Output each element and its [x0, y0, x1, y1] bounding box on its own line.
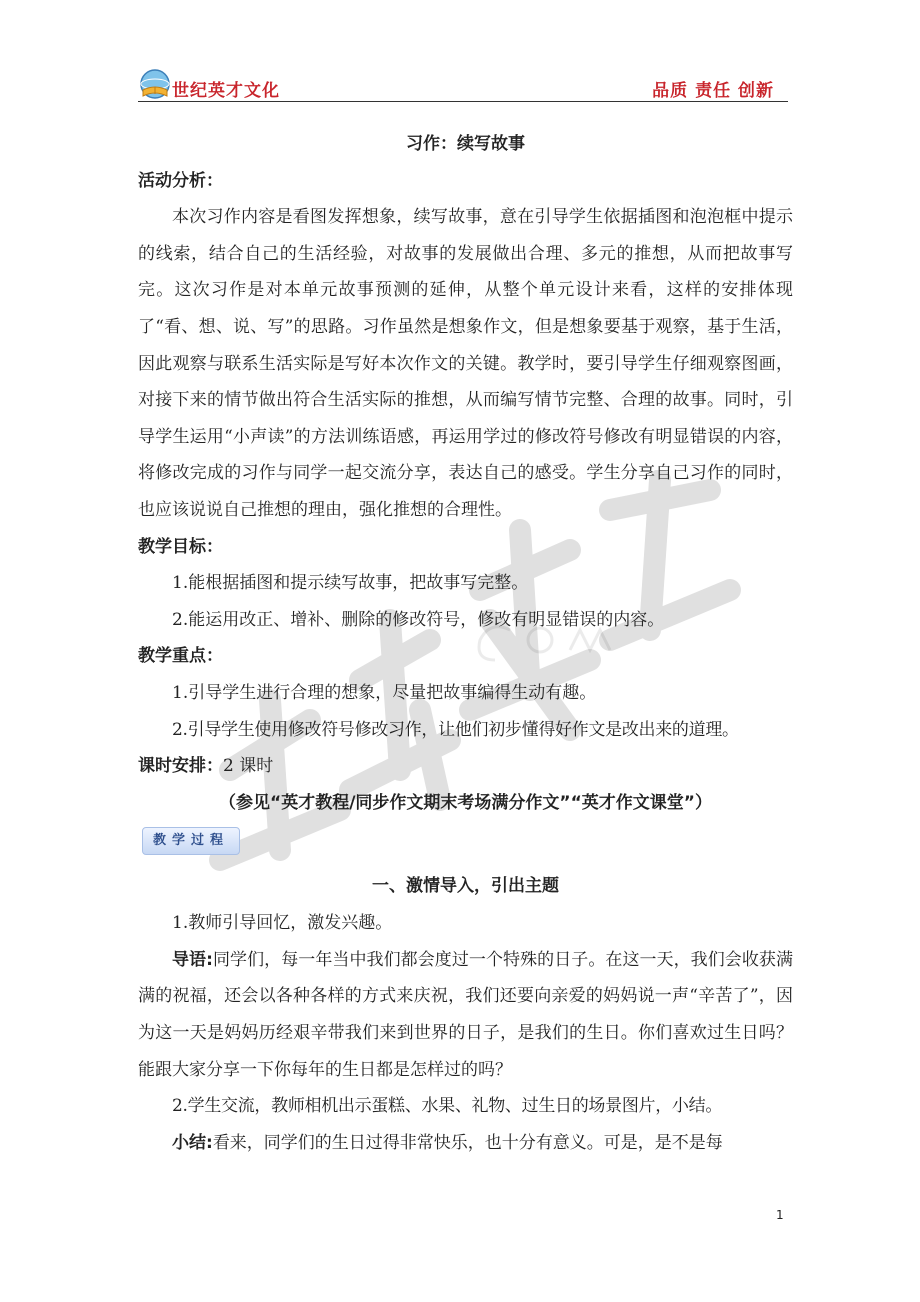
document-body [138, 126, 793, 1161]
process-badge-row [138, 821, 793, 867]
schedule-line [138, 748, 793, 785]
schedule-value: 2 课时 [223, 756, 274, 777]
list-item: 1.能根据插图和提示续写故事，把故事写完整。 [172, 573, 529, 594]
reference-note: （参见“英才教程/同步作文期末考场满分作文”“英才作文课堂”） [219, 792, 712, 813]
list-item: 1.引导学生进行合理的想象，尽量把故事编得生动有趣。 [172, 682, 597, 703]
book-globe-logo-icon [138, 68, 172, 102]
schedule-label: 课时安排： [138, 756, 223, 777]
heading-teaching-focus: 教学重点： [138, 646, 223, 667]
brand-slogan: 品质 责任 创新 [652, 81, 774, 101]
brand-name: 世纪英才文化 [172, 81, 280, 101]
heading-activity-analysis: 活动分析： [138, 170, 223, 191]
heading-teaching-goals: 教学目标： [138, 536, 223, 557]
list-item: 2.引导学生使用修改符号修改习作，让他们初步懂得好作文是改出来的道理。 [172, 719, 739, 740]
intro-paragraph [138, 942, 793, 1088]
header-divider [138, 101, 788, 102]
summary-label: 小结: [172, 1132, 213, 1153]
page-header [138, 66, 788, 106]
page-number: 1 [776, 1208, 784, 1222]
list-item: 2.能运用改正、增补、删除的修改符号，修改有明显错误的内容。 [172, 609, 665, 630]
intro-label: 导语: [172, 949, 213, 970]
list-item: 1.教师引导回忆，激发兴趣。 [172, 913, 393, 934]
process-badge: 教学过程 [142, 827, 240, 855]
summary-text: 看来，同学们的生日过得非常快乐，也十分有意义。可是，是不是每 [212, 1132, 723, 1153]
activity-analysis-text: 本次习作内容是看图发挥想象，续写故事，意在引导学生依据插图和泡泡框中提示的线索，结合自己的生活经验，对故事的发展做出合理、多元的推想，从而把故事写完。这次习作是对本单元故事预测的延伸，从整个单元设计来看，这样的安排体现了“看、想、说、写”的思路。习作虽然是想象作文，但是想象要基于观察，基于生活，因此观察与联系生活实际是写好本次作文的关键。教学时，要引导学生仔细观察图画，对接下来的情节做出符合生活实际的推想，从而编写情节完整、合理的故事。同时，引导学生运用“小声读”的方法训练语感，再运用学过的修改符号修改有明显错误的内容，将修改完成的习作与同学一起交流分享，表达自己的感受。学生分享自己习作的同时，也应该说说自己推想的理由，强化推想的合理性。 [138, 207, 793, 520]
intro-text: 同学们，每一年当中我们都会度过一个特殊的日子。在这一天，我们会收获满满的祝福，还会以各种各样的方式来庆祝，我们还要向亲爱的妈妈说一声“辛苦了”，因为这一天是妈妈历经艰辛带我们来到世界的日子，是我们的生日。你们喜欢过生日吗？能跟大家分享一下你每年的生日都是怎样过的吗？ [138, 949, 793, 1080]
page-title: 习作：续写故事 [406, 134, 525, 154]
summary-paragraph [138, 1125, 793, 1162]
section-title: 一、激情导入，引出主题 [372, 876, 559, 897]
list-item: 2.学生交流，教师相机出示蛋糕、水果、礼物、过生日的场景图片，小结。 [172, 1096, 723, 1117]
